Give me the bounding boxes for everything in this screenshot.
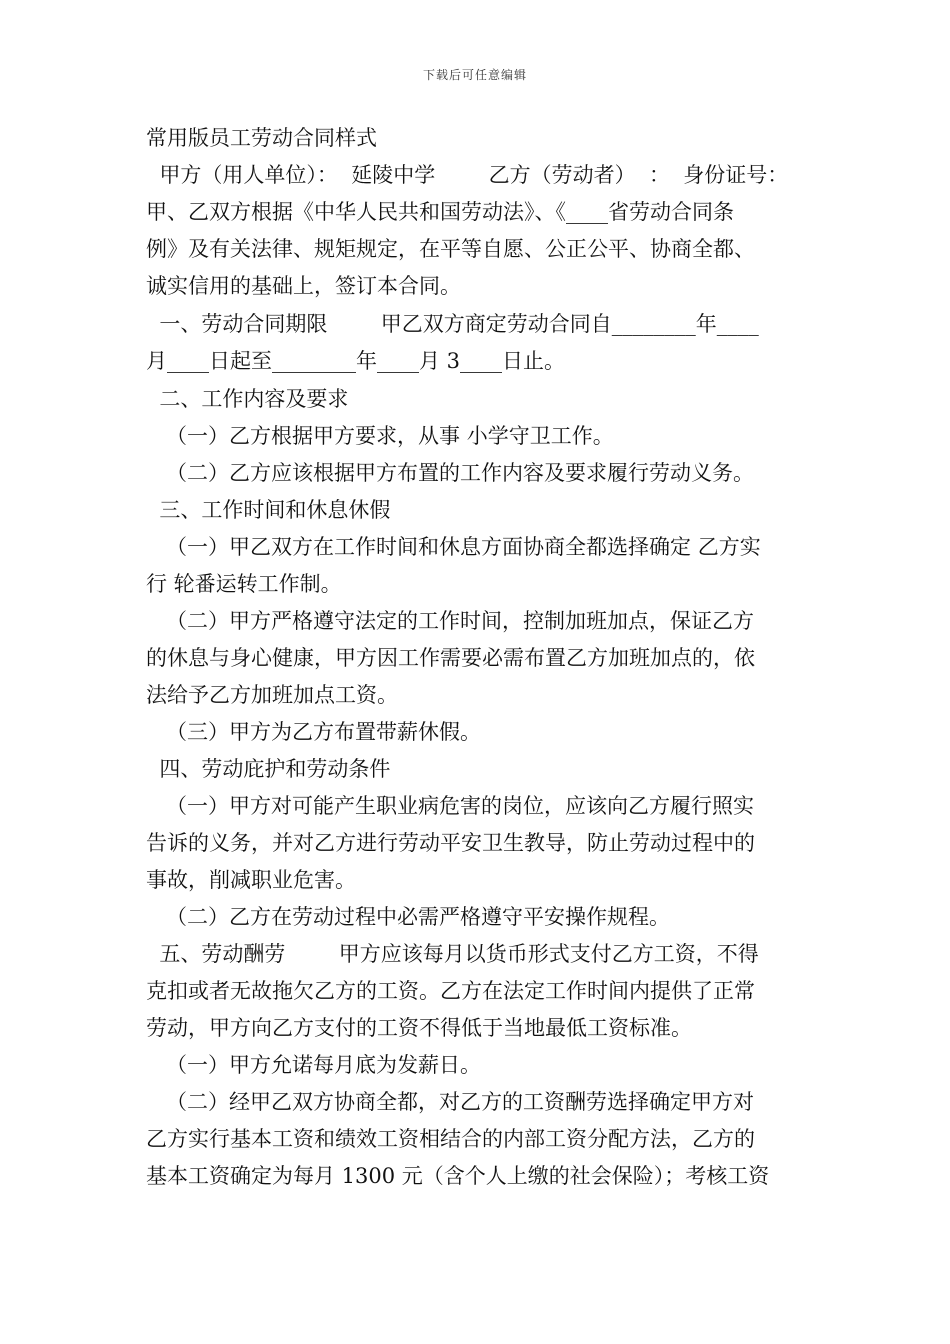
section-heading-line: 五、劳动酬劳 甲方应该每月以货币形式支付乙方工资，不得: [146, 942, 759, 966]
paragraph-line: 劳动，甲方向乙方支付的工资不得低于当地最低工资标准。: [146, 1016, 692, 1040]
section-heading-line: 一、劳动合同期限 甲乙双方商定劳动合同自________年____: [146, 312, 759, 336]
paragraph-line: 的休息与身心健康，甲方因工作需要必需布置乙方加班加点的，依: [146, 646, 755, 670]
section-heading: 二、工作内容及要求: [146, 387, 349, 411]
clause-line: （三）甲方为乙方布置带薪休假。: [146, 720, 482, 744]
paragraph-line: 告诉的义务，并对乙方进行劳动平安卫生教导，防止劳动过程中的: [146, 831, 755, 855]
clause-line: （二）经甲乙双方协商全都，对乙方的工资酬劳选择确定甲方对: [146, 1090, 755, 1114]
party-info-line: 甲方（用人单位）： 延陵中学 乙方（劳动者） ： 身份证号：: [146, 163, 789, 187]
paragraph-line: 克扣或者无故拖欠乙方的工资。乙方在法定工作时间内提供了正常: [146, 979, 755, 1003]
clause-line: （一）甲方允诺每月底为发薪日。: [146, 1053, 482, 1077]
paragraph-line: 诚实信用的基础上，签订本合同。: [146, 274, 461, 298]
section-heading: 三、工作时间和休息休假: [146, 498, 391, 522]
section-heading: 四、劳动庇护和劳动条件: [146, 757, 391, 781]
paragraph-line: 行 轮番运转工作制。: [146, 572, 342, 596]
clause-line: （二）乙方应该根据甲方布置的工作内容及要求履行劳动义务。: [146, 461, 755, 485]
clause-line: （一）甲方对可能产生职业病危害的岗位，应该向乙方履行照实: [146, 794, 755, 818]
clause-line: （二）甲方严格遵守法定的工作时间，控制加班加点，保证乙方: [146, 609, 755, 633]
clause-line: （一）乙方根据甲方要求，从事 小学守卫工作。: [146, 424, 614, 448]
paragraph-line: 法给予乙方加班加点工资。: [146, 683, 398, 707]
paragraph-line: 月____日起至________年____月 3____日止。: [146, 349, 566, 373]
document-body: [146, 120, 808, 1195]
paragraph-line: 事故，削减职业危害。: [146, 868, 356, 892]
header-note: 下载后可任意编辑: [422, 68, 527, 82]
paragraph-line: 甲、乙双方根据《中华人民共和国劳动法》、《____省劳动合同条: [146, 200, 734, 224]
paragraph-line: 乙方实行基本工资和绩效工资相结合的内部工资分配方法，乙方的: [146, 1127, 755, 1151]
clause-line: （一）甲乙双方在工作时间和休息方面协商全都选择确定 乙方实: [146, 535, 761, 559]
paragraph-line: 例》及有关法律、规矩规定，在平等自愿、公正公平、协商全都、: [146, 237, 755, 261]
clause-line: （二）乙方在劳动过程中必需严格遵守平安操作规程。: [146, 905, 671, 929]
paragraph-line: 基本工资确定为每月 1300 元（含个人上缴的社会保险）；考核工资: [146, 1164, 770, 1188]
document-title: 常用版员工劳动合同样式: [146, 126, 377, 150]
